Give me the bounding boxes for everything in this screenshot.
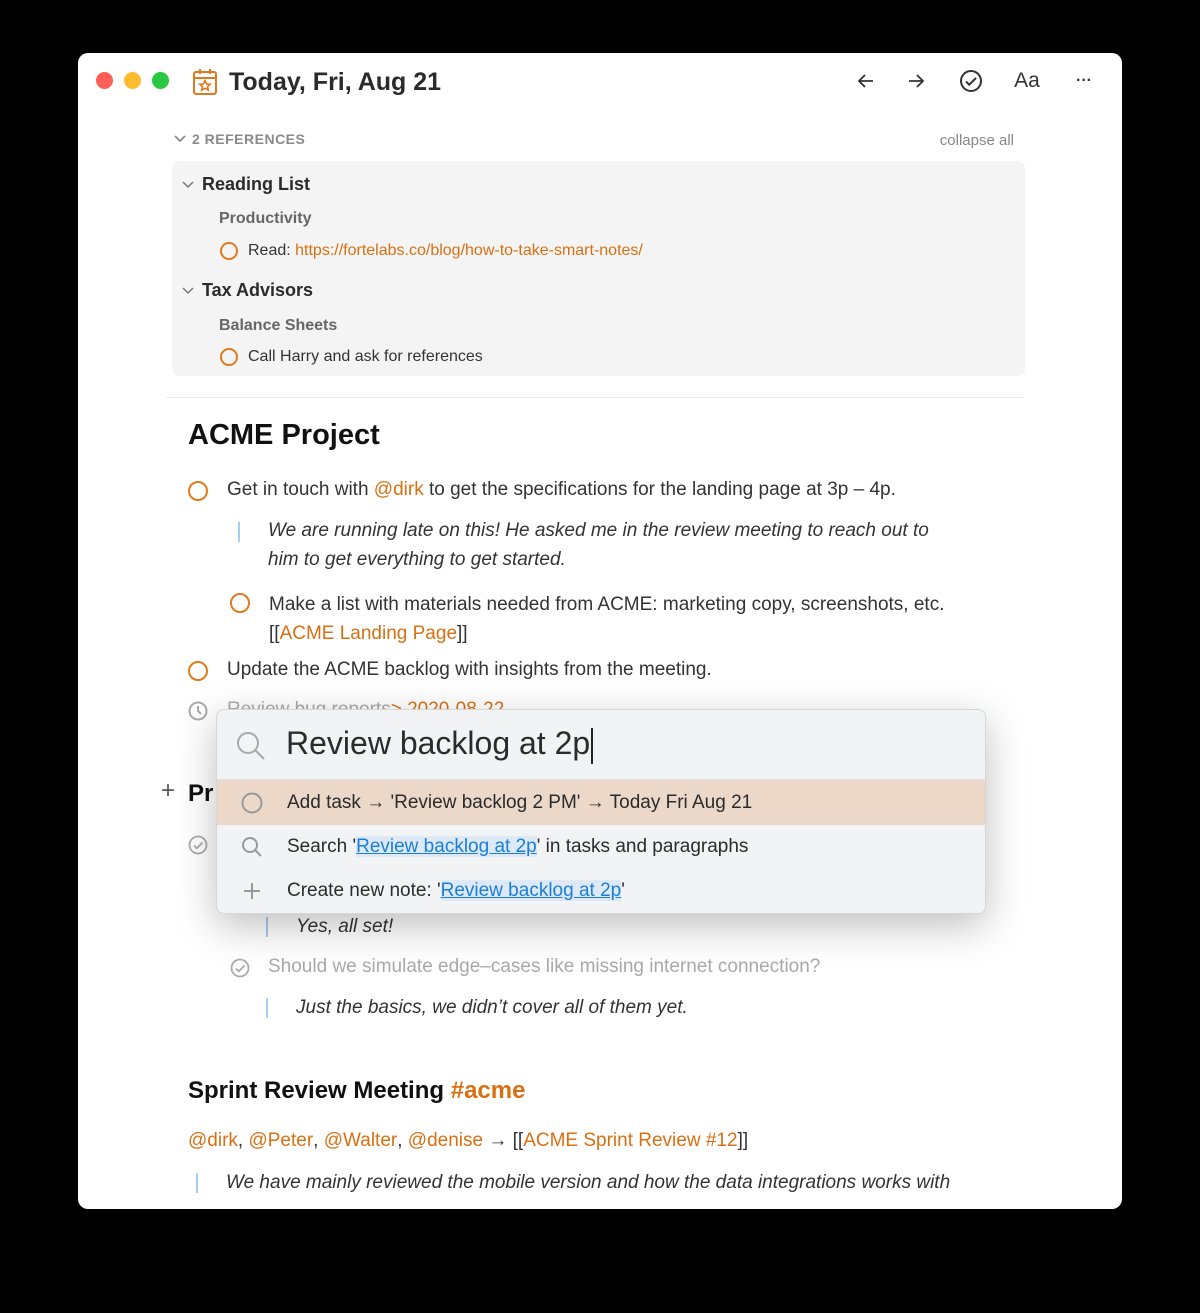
divider — [166, 397, 1024, 398]
reference-heading: Productivity — [219, 210, 312, 227]
mention-link[interactable]: @Peter — [248, 1130, 314, 1151]
back-button[interactable] — [854, 67, 878, 95]
note-link[interactable]: ACME Landing Page — [279, 623, 458, 644]
close-window-button[interactable] — [96, 72, 113, 89]
command-search-input[interactable]: Review backlog at 2p — [217, 710, 985, 779]
quote-text: Yes, all set! — [296, 916, 394, 937]
task-item: Update the ACME backlog with insights from the meeting. — [188, 659, 712, 681]
mention-link[interactable]: @denise — [407, 1130, 484, 1151]
quote-bar — [238, 522, 240, 542]
zoom-window-button[interactable] — [152, 72, 169, 89]
text-caret — [591, 728, 593, 764]
reference-group-tax-advisors[interactable]: Tax Advisors — [182, 280, 313, 301]
minimize-window-button[interactable] — [124, 72, 141, 89]
quote-text: Just the basics, we didn’t cover all of them yet. — [296, 997, 688, 1018]
hashtag-link[interactable]: #acme — [450, 1077, 526, 1104]
tasks-button[interactable] — [957, 67, 985, 95]
references-count: 2 REFERENCES — [192, 131, 306, 147]
command-bar-popup — [216, 709, 986, 914]
note-heading: ACME Project — [188, 419, 380, 451]
checkmark-circle-icon[interactable] — [188, 835, 208, 855]
quote-bar — [266, 917, 268, 937]
mention-link[interactable]: @dirk — [373, 479, 424, 500]
chevron-down-icon — [174, 135, 186, 143]
page-title: Today, Fri, Aug 21 — [229, 68, 442, 96]
task-item: Get in touch with @dirk to get the specifications for the landing page at 3p – 4p. — [188, 479, 896, 501]
task-checkbox[interactable] — [188, 481, 208, 501]
task-checkbox[interactable] — [220, 242, 238, 260]
titlebar — [78, 53, 1122, 113]
url-link[interactable]: https://fortelabs.co/blog/how-to-take-smart-notes/ — [295, 242, 643, 259]
checkmark-circle-icon[interactable] — [230, 958, 250, 978]
reference-task: Call Harry and ask for references — [220, 348, 483, 366]
references-toggle[interactable] — [174, 131, 305, 147]
quote-text: We have mainly reviewed the mobile version and how the data integrations works with — [226, 1172, 951, 1193]
query-highlight: Review backlog at 2p — [356, 835, 537, 857]
task-checkbox[interactable] — [188, 661, 208, 681]
attendees-line: @dirk , @Peter , @Walter , @denise → [[ ACME Sprint Review #12 ]] — [188, 1130, 749, 1151]
quote-bar — [196, 1173, 198, 1193]
arrow-left-icon — [857, 73, 875, 89]
mention-link[interactable]: @Walter — [323, 1130, 398, 1151]
reference-heading: Balance Sheets — [219, 317, 338, 334]
section-heading: Sprint Review Meeting #acme — [188, 1077, 526, 1104]
task-item: Make a list with materials needed from ACME: marketing copy, screenshots, etc. [[ACME Landing Page]] — [230, 590, 944, 648]
mention-link[interactable]: @dirk — [188, 1130, 238, 1151]
section-heading: Pr — [188, 780, 214, 807]
circle-icon — [241, 792, 263, 814]
task-checkbox[interactable] — [220, 348, 238, 366]
collapse-all-link[interactable]: collapse all — [939, 132, 1014, 149]
completed-task-item: Should we simulate edge–cases like missing internet connection? — [230, 956, 820, 978]
reference-task: Read: https://fortelabs.co/blog/how-to-take-smart-notes/ — [220, 242, 643, 260]
note-link[interactable]: ACME Sprint Review #12 — [523, 1130, 738, 1151]
quote-bar — [266, 998, 268, 1018]
popup-item-add-task[interactable]: Add task → 'Review backlog 2 PM' → Today Fri Aug 21 — [217, 780, 985, 825]
checkmark-circle-icon — [959, 69, 983, 93]
quote-text: We are running late on this! He asked me in the review meeting to reach out to him to get everything to get started. — [268, 520, 929, 570]
plus-icon — [242, 881, 262, 901]
add-block-button[interactable]: + — [161, 777, 176, 804]
popup-item-create-note[interactable]: Create new note: 'Review backlog at 2p' — [217, 868, 985, 913]
font-settings-button[interactable]: Aa — [1014, 69, 1040, 92]
calendar-star-icon — [192, 67, 218, 97]
reference-group-reading-list[interactable]: Reading List — [182, 174, 310, 195]
references-panel — [172, 161, 1025, 376]
popup-item-search[interactable]: Search 'Review backlog at 2p' in tasks and paragraphs — [217, 824, 985, 869]
forward-button[interactable] — [904, 67, 928, 95]
app-window — [78, 53, 1122, 1209]
task-checkbox[interactable] — [230, 593, 250, 613]
chevron-down-icon — [182, 287, 194, 295]
more-menu-button[interactable]: ··· — [1076, 72, 1092, 89]
search-icon — [241, 836, 263, 858]
arrow-right-icon — [907, 73, 925, 89]
chevron-down-icon — [182, 181, 194, 189]
query-highlight: Review backlog at 2p — [440, 879, 622, 901]
search-icon — [235, 730, 267, 762]
clock-icon — [188, 701, 208, 721]
